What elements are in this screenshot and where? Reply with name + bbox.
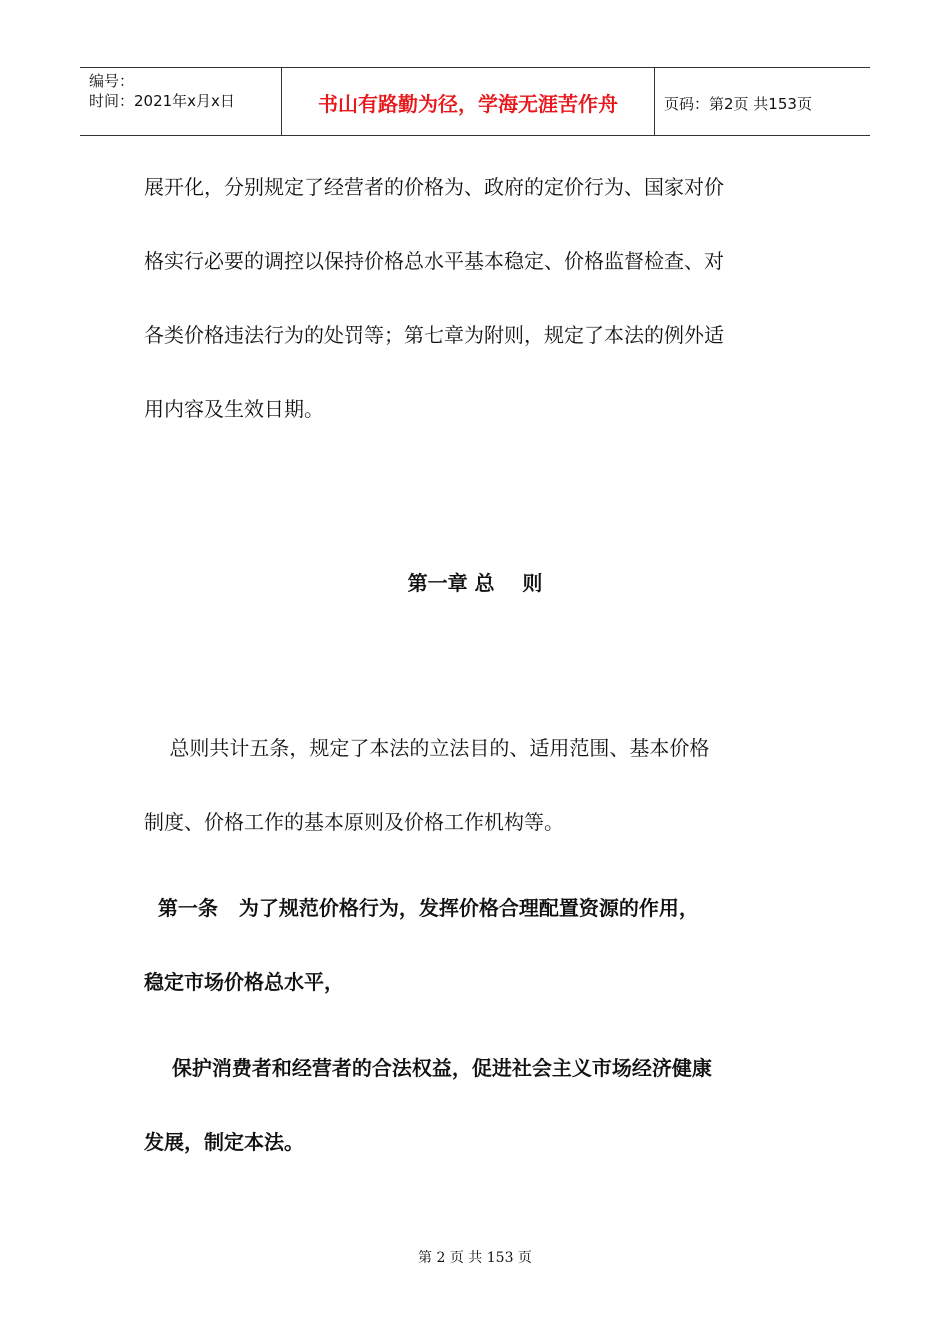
article1-cont-line: 发展，制定本法。	[144, 1130, 304, 1154]
header-motto: 书山有路勤为径，学海无涯苦作舟	[318, 92, 618, 116]
header-date: 时间：2021年x月x日	[89, 92, 235, 110]
article1-cont-line: 保护消费者和经营者的合法权益，促进社会主义市场经济健康	[144, 1056, 712, 1080]
intro-line: 各类价格违法行为的处罚等；第七章为附则，规定了本法的例外适	[144, 323, 724, 347]
header-number-label: 编号：	[89, 72, 135, 90]
summary-line: 制度、价格工作的基本原则及价格工作机构等。	[144, 810, 564, 834]
chapter-title: 第一章 总 则	[407, 571, 543, 595]
article1-line: 稳定市场价格总水平，	[144, 970, 344, 994]
header-rule-top	[80, 67, 870, 68]
header-rule-bottom	[80, 135, 870, 136]
header-meta	[89, 71, 279, 111]
intro-line: 用内容及生效日期。	[144, 397, 324, 421]
header-divider-right	[654, 67, 655, 135]
intro-line: 格实行必要的调控以保持价格总水平基本稳定、价格监督检查、对	[144, 249, 724, 273]
summary-line: 总则共计五条，规定了本法的立法目的、适用范围、基本价格	[144, 736, 710, 760]
article1-line: 第一条 为了规范价格行为，发挥价格合理配置资源的作用，	[144, 896, 699, 920]
intro-line: 展开化，分别规定了经营者的价格为、政府的定价行为、国家对价	[144, 175, 724, 199]
header-page-info: 页码：第2页 共153页	[664, 95, 812, 113]
page-footer: 第 2 页 共 153 页	[418, 1250, 532, 1266]
